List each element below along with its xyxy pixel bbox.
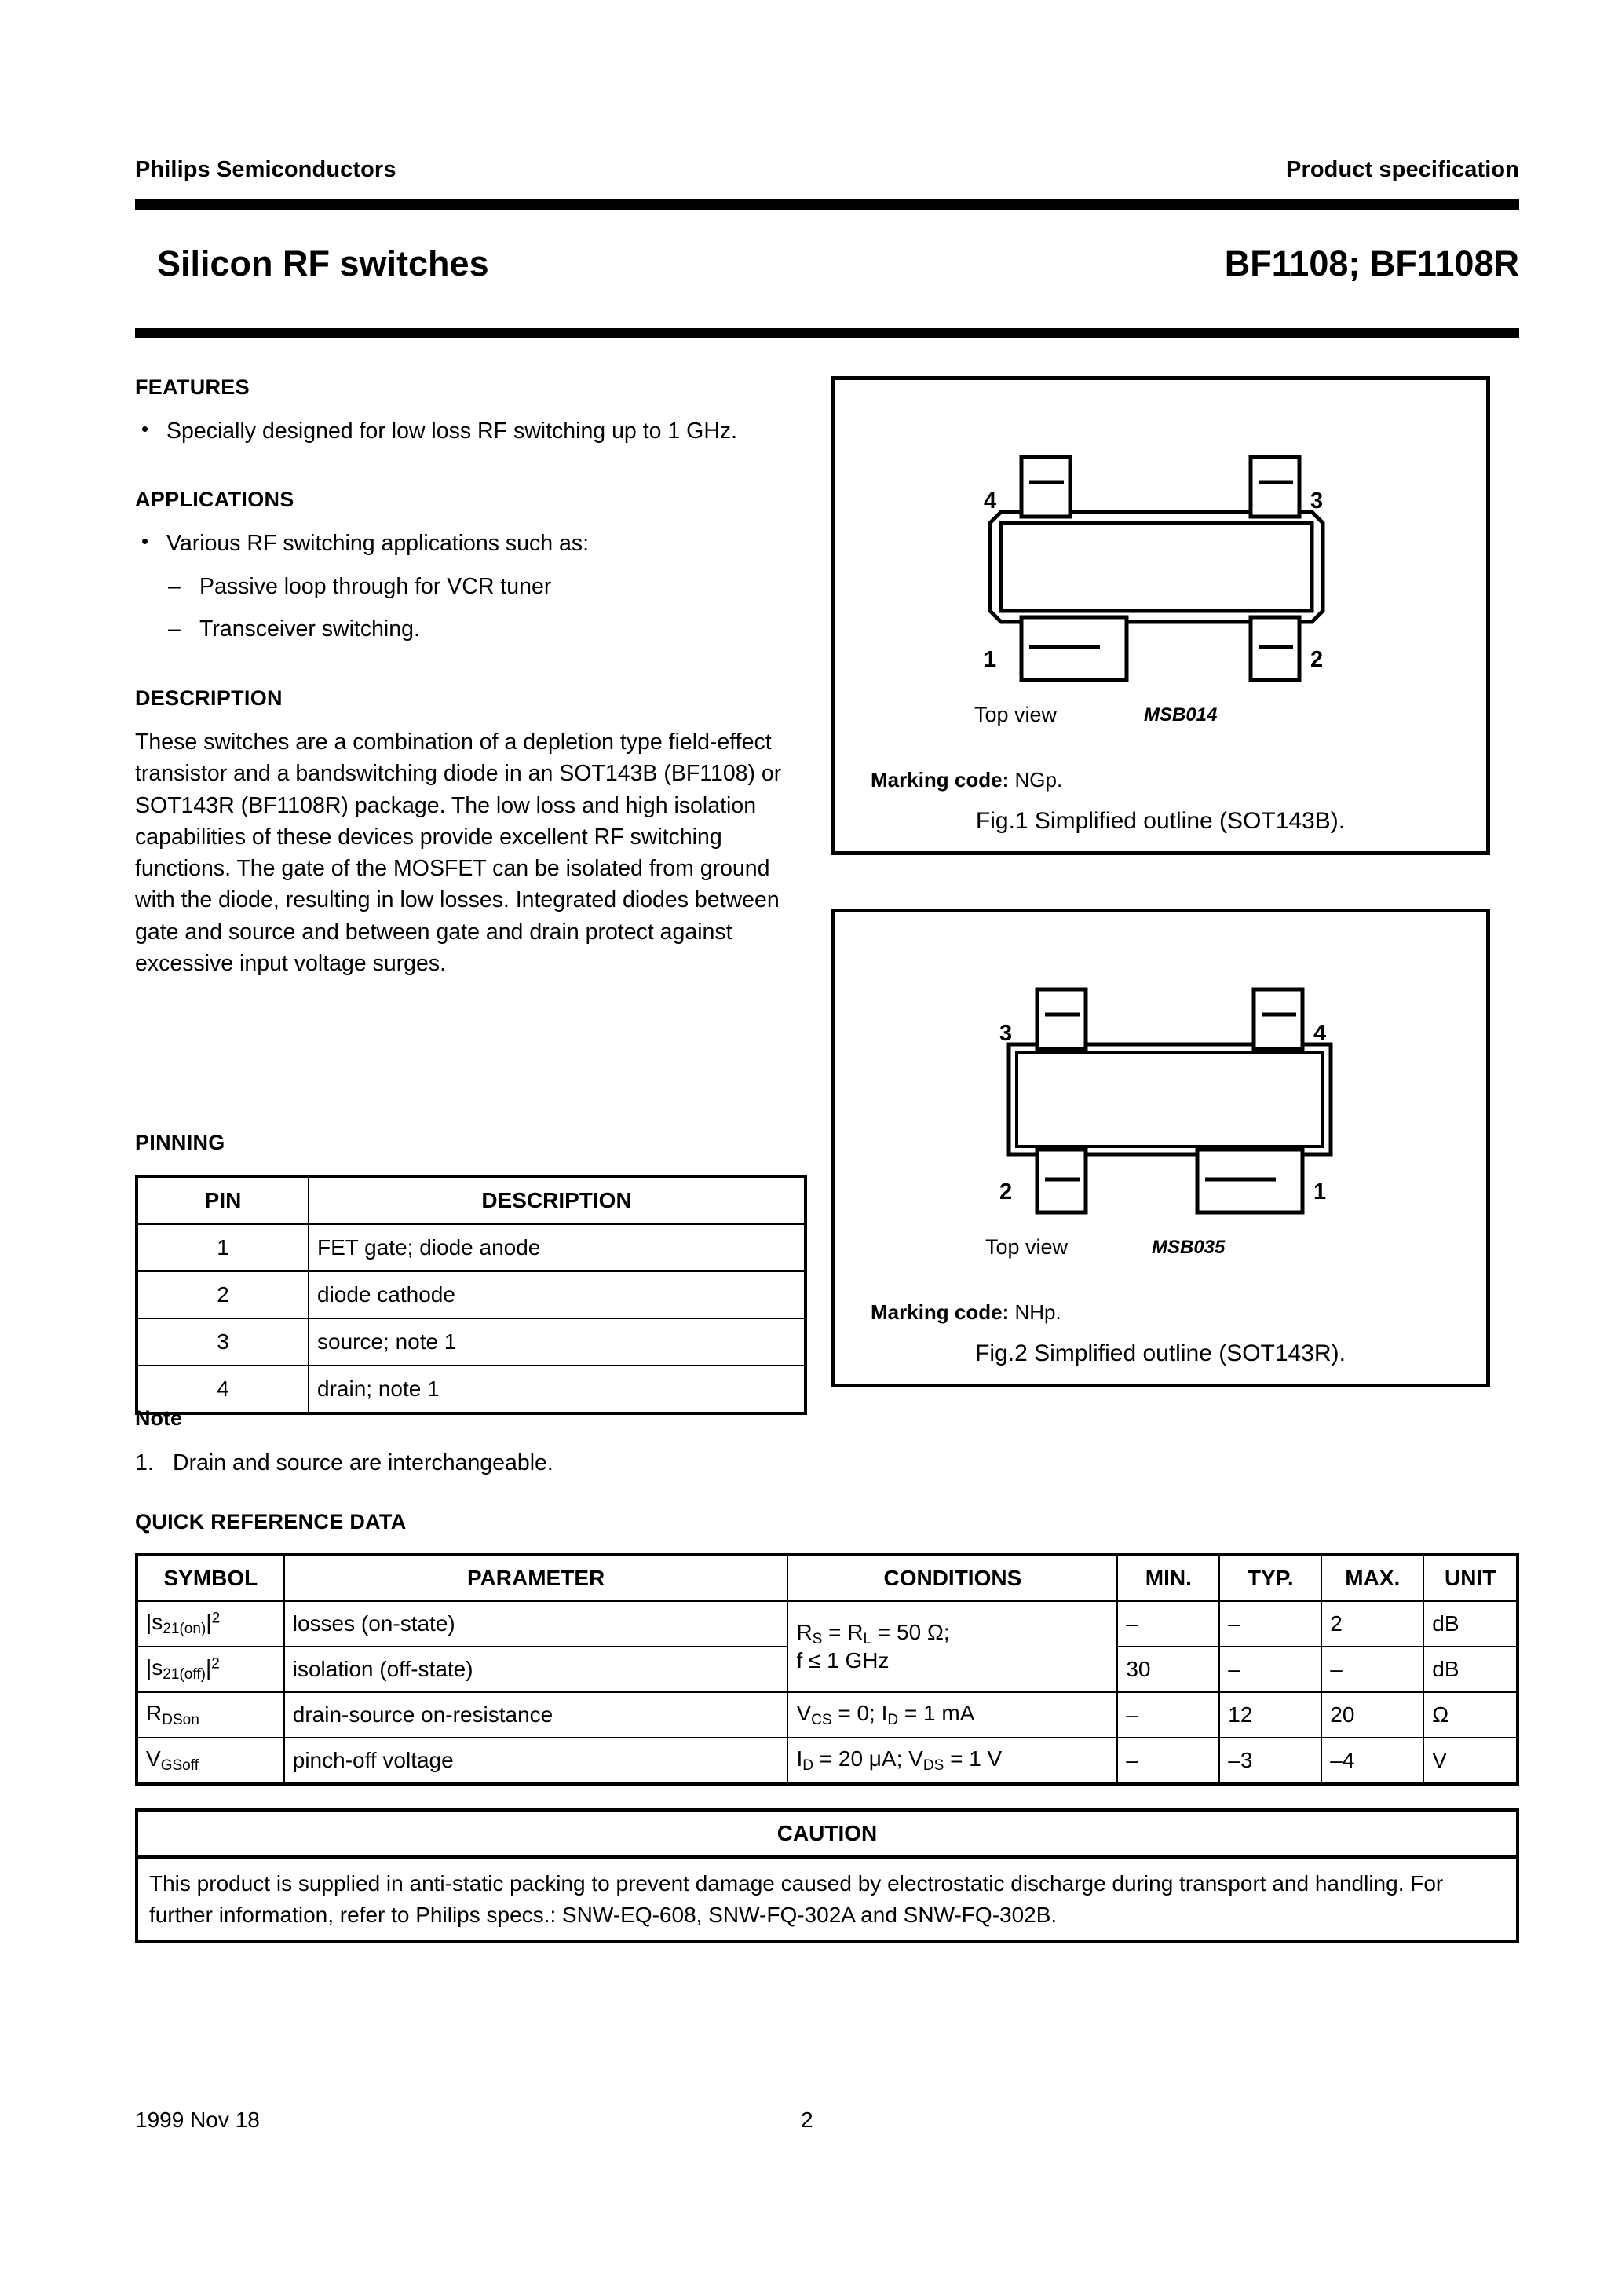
pin-description: drain; note 1 <box>309 1366 806 1413</box>
figure-1-box <box>831 376 1490 855</box>
pinning-table <box>135 1175 807 1415</box>
caution-title: CAUTION <box>138 1812 1516 1859</box>
qrd-parameter: drain-source on-resistance <box>284 1692 788 1738</box>
footer-date: 1999 Nov 18 <box>135 2108 260 2132</box>
pin-description: diode cathode <box>309 1271 806 1318</box>
qrd-unit: V <box>1423 1738 1518 1784</box>
marking-code-label: Marking code: <box>871 768 1010 792</box>
applications-heading: APPLICATIONS <box>135 488 294 512</box>
pin-label-top-right: 4 <box>1313 1021 1327 1046</box>
qrd-unit: Ω <box>1423 1692 1518 1738</box>
marking-code-value: NGp. <box>1014 768 1063 792</box>
qrd-symbol: $R_{DSon}$ <box>137 1692 284 1738</box>
applications-list <box>135 528 810 645</box>
pinning-col-description: DESCRIPTION <box>309 1176 806 1224</box>
qrd-col-parameter: PARAMETER <box>284 1555 788 1601</box>
features-item: • Specially designed for low loss RF switching up to 1 GHz. <box>135 415 810 447</box>
qrd-symbol: $|s_{21(off)}|^2$ <box>137 1647 284 1692</box>
marking-code <box>871 768 1062 792</box>
qrd-col-typ: TYP. <box>1219 1555 1321 1601</box>
table-row <box>137 1318 806 1366</box>
table-row <box>137 1692 1518 1738</box>
pin-label-bottom-left: 2 <box>999 1179 1013 1205</box>
qrd-min: – <box>1117 1601 1219 1647</box>
pin-label-top-left: 4 <box>984 488 997 514</box>
qrd-typ: –3 <box>1219 1738 1321 1784</box>
qrd-max: 20 <box>1321 1692 1423 1738</box>
qrd-max: –4 <box>1321 1738 1423 1784</box>
pin-number: 3 <box>137 1318 309 1366</box>
qrd-col-max: MAX. <box>1321 1555 1423 1601</box>
table-header-row <box>137 1555 1518 1601</box>
qrd-col-unit: UNIT <box>1423 1555 1518 1601</box>
table-header-row <box>137 1176 806 1224</box>
figure-2-box <box>831 909 1490 1387</box>
qrd-min: 30 <box>1117 1647 1219 1692</box>
figure-2-caption: Fig.2 Simplified outline (SOT143R). <box>975 1340 1346 1366</box>
note-heading: Note <box>135 1406 182 1430</box>
caution-box <box>135 1808 1519 1943</box>
qrd-typ: – <box>1219 1601 1321 1647</box>
pin-label-bottom-left: 1 <box>984 647 997 672</box>
marking-code <box>871 1300 1061 1325</box>
qrd-symbol: $V_{GSoff}$ <box>137 1738 284 1784</box>
note-number: 1. <box>135 1450 154 1475</box>
pin-label-bottom-right: 2 <box>1310 647 1324 672</box>
caution-body: This product is supplied in anti-static packing to prevent damage caused by electrostatic discharge during transport and handling. For further information, refer to Philips specs.: SNW-EQ-608, SNW-FQ-302A and SNW-FQ-302B. <box>149 1871 1444 1927</box>
qrd-min: – <box>1117 1692 1219 1738</box>
company-name: Philips Semiconductors <box>135 157 396 182</box>
qrd-max: 2 <box>1321 1601 1423 1647</box>
qrd-typ: – <box>1219 1647 1321 1692</box>
table-row <box>137 1224 806 1271</box>
pinning-col-pin: PIN <box>137 1176 309 1224</box>
document-type: Product specification <box>1286 157 1519 182</box>
page-header <box>135 157 1519 183</box>
pin-label-top-right: 3 <box>1310 488 1324 514</box>
qrd-parameter: losses (on-state) <box>284 1601 788 1647</box>
qrd-parameter: isolation (off-state) <box>284 1647 788 1692</box>
qrd-parameter: pinch-off voltage <box>284 1738 788 1784</box>
left-column <box>135 375 810 979</box>
figure-1-caption: Fig.1 Simplified outline (SOT143B). <box>975 808 1346 834</box>
header-rule-top <box>135 199 1519 210</box>
table-row <box>137 1271 806 1318</box>
qrd-typ: 12 <box>1219 1692 1321 1738</box>
description-heading: DESCRIPTION <box>135 686 283 710</box>
pin-label-bottom-right: 1 <box>1313 1179 1327 1205</box>
note-text: Drain and source are interchangeable. <box>173 1450 553 1475</box>
table-row <box>137 1738 1518 1784</box>
features-list <box>135 415 810 447</box>
top-view-label: Top view <box>985 1235 1069 1259</box>
sot143b-package-drawing <box>835 380 1478 749</box>
applications-item: • Various RF switching applications such as: <box>135 528 810 559</box>
table-row <box>137 1601 1518 1647</box>
qrd-conditions: $I_D = 20$ μA; $V_{DS} = 1$ V <box>787 1738 1117 1784</box>
qrd-col-symbol: SYMBOL <box>137 1555 284 1601</box>
pin-label-top-left: 3 <box>999 1021 1013 1046</box>
sot143r-package-drawing <box>835 912 1478 1281</box>
drawing-code: MSB014 <box>1144 704 1218 726</box>
description-body: These switches are a combination of a depletion type field-effect transistor and a bandswitching diode in an SOT143B (BF1108) or SOT143R (BF1108R) package. The low loss and high isolation capabilities of these devices provide excellent RF switching functions. The gate of the MOSFET can be isolated from ground with the diode, resulting in low losses. Integrated diodes between gate and source and between gate and drain protect against excessive input voltage surges. <box>135 729 782 977</box>
qrd-min: – <box>1117 1738 1219 1784</box>
pinning-heading: PINNING <box>135 1131 225 1154</box>
table-row <box>137 1366 806 1413</box>
pin-description: source; note 1 <box>309 1318 806 1366</box>
applications-subitem: – Transceiver switching. <box>135 613 810 645</box>
title-row <box>157 243 1519 284</box>
qrd-max: – <box>1321 1647 1423 1692</box>
drawing-code: MSB035 <box>1152 1237 1226 1258</box>
top-view-label: Top view <box>974 703 1058 726</box>
pin-number: 4 <box>137 1366 309 1413</box>
footer-page-number: 2 <box>801 2108 813 2132</box>
note-item <box>135 1450 553 1476</box>
part-numbers: BF1108; BF1108R <box>1224 243 1519 283</box>
quick-reference-heading: QUICK REFERENCE DATA <box>135 1510 407 1534</box>
qrd-unit: dB <box>1423 1647 1518 1692</box>
qrd-conditions: $R_S = R_L = 50$ Ω; f ≤ 1 GHz <box>787 1601 1117 1692</box>
features-heading: FEATURES <box>135 375 250 399</box>
applications-subitem: – Passive loop through for VCR tuner <box>135 571 810 602</box>
qrd-symbol: $|s_{21(on)}|^2$ <box>137 1601 284 1647</box>
page-title: Silicon RF switches <box>157 243 489 283</box>
pin-description: FET gate; diode anode <box>309 1224 806 1271</box>
qrd-col-min: MIN. <box>1117 1555 1219 1601</box>
marking-code-label: Marking code: <box>871 1300 1010 1324</box>
marking-code-value: NHp. <box>1014 1300 1061 1324</box>
pin-number: 2 <box>137 1271 309 1318</box>
qrd-unit: dB <box>1423 1601 1518 1647</box>
quick-reference-table <box>135 1553 1519 1786</box>
qrd-col-conditions: CONDITIONS <box>787 1555 1117 1601</box>
pin-number: 1 <box>137 1224 309 1271</box>
qrd-conditions: $V_{CS} = 0$; $I_D = 1$ mA <box>787 1692 1117 1738</box>
header-rule-bottom <box>135 328 1519 338</box>
